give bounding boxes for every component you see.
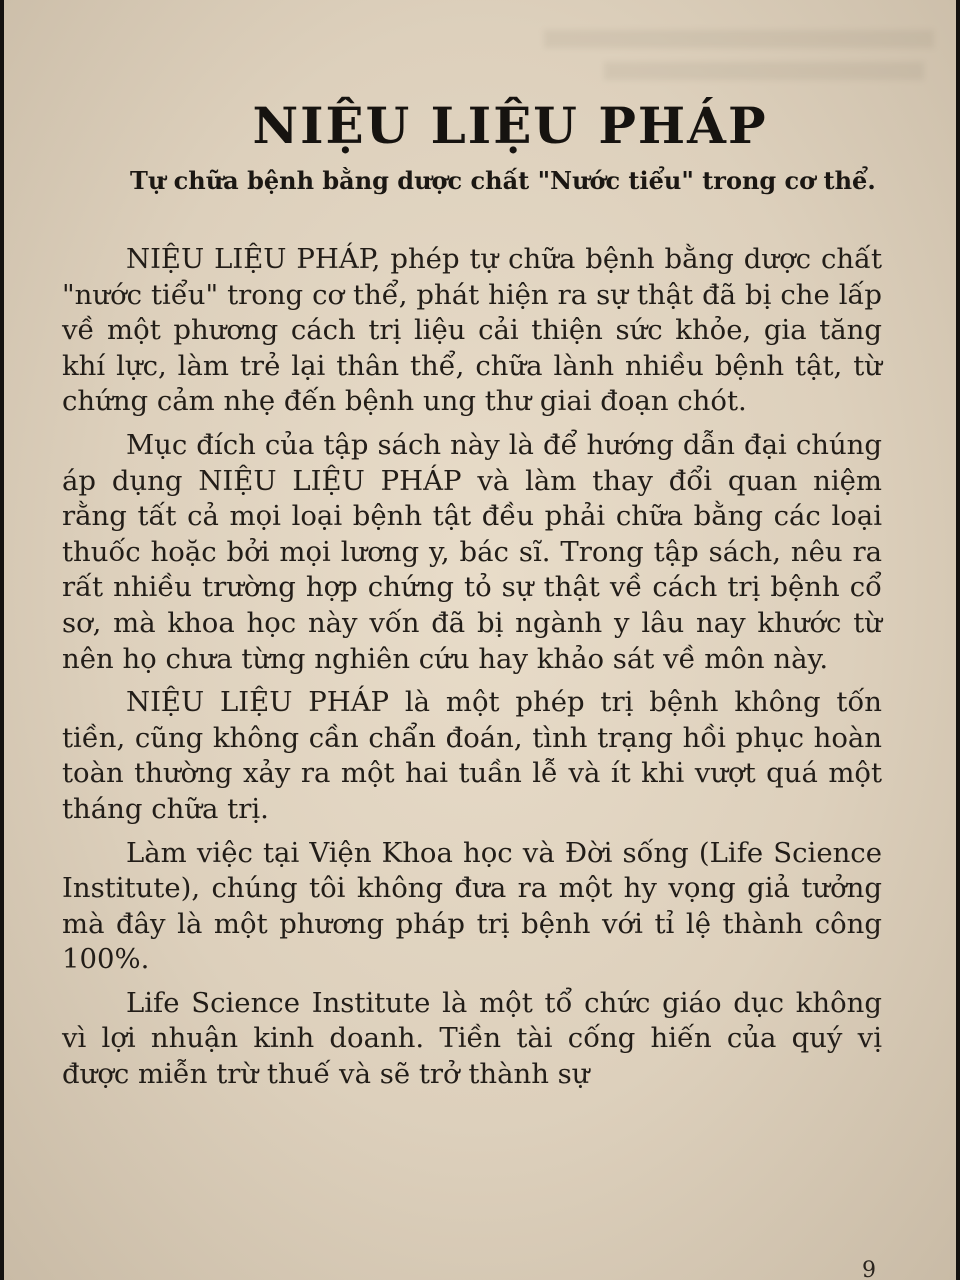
page-number: 9 — [862, 1258, 876, 1280]
paragraph: Mục đích của tập sách này là để hướng dẫn đại chúng áp dụng NIỆU LIỆU PHÁP và làm thay đổi quan niệm rằng tất cả mọi loại bệnh tật đều phải chữa bằng các loại thuốc hoặc bởi mọi lương y, bác sĩ. Trong tập sách, nêu ra rất nhiều trường hợp chứng tỏ sự thật về cách trị bệnh cổ sơ, mà khoa học này vốn đã bị ngành y lâu nay khước từ nên họ chưa từng nghiên cứu hay khảo sát về môn này. — [62, 428, 882, 675]
page-subtitle: Tự chữa bệnh bằng dược chất "Nước tiểu" trong cơ thể. — [130, 166, 876, 195]
paragraph: NIỆU LIỆU PHÁP, phép tự chữa bệnh bằng dược chất "nước tiểu" trong cơ thể, phát hiện ra sự thật đã bị che lấp về một phương cách trị liệu cải thiện sức khỏe, gia tăng khí lực, làm trẻ lại thân thể, chữa lành nhiều bệnh tật, từ chứng cảm nhẹ đến bệnh ung thư giai đoạn chót. — [62, 243, 882, 418]
page-title: NIỆU LIỆU PHÁP — [252, 96, 768, 155]
paragraph: NIỆU LIỆU PHÁP là một phép trị bệnh không tốn tiền, cũng không cần chẩn đoán, tình trạng hồi phục hoàn toàn thường xảy ra một hai tuần lễ và ít khi vượt quá một tháng chữa trị. — [62, 686, 882, 825]
paragraph: Làm việc tại Viện Khoa học và Đời sống (Life Science Institute), chúng tôi không đưa ra một hy vọng giả tưởng mà đây là một phương pháp trị bệnh với tỉ lệ thành công 100%. — [62, 836, 882, 976]
bleed-through-text — [604, 62, 924, 80]
bleed-through-text — [544, 30, 934, 48]
book-page — [4, 0, 956, 1280]
paragraph: Life Science Institute là một tổ chức giáo dục không vì lợi nhuận kinh doanh. Tiền tài cống hiến của quý vị được miễn trừ thuế và sẽ trở thành sự — [62, 986, 882, 1091]
body-text — [62, 242, 882, 1101]
